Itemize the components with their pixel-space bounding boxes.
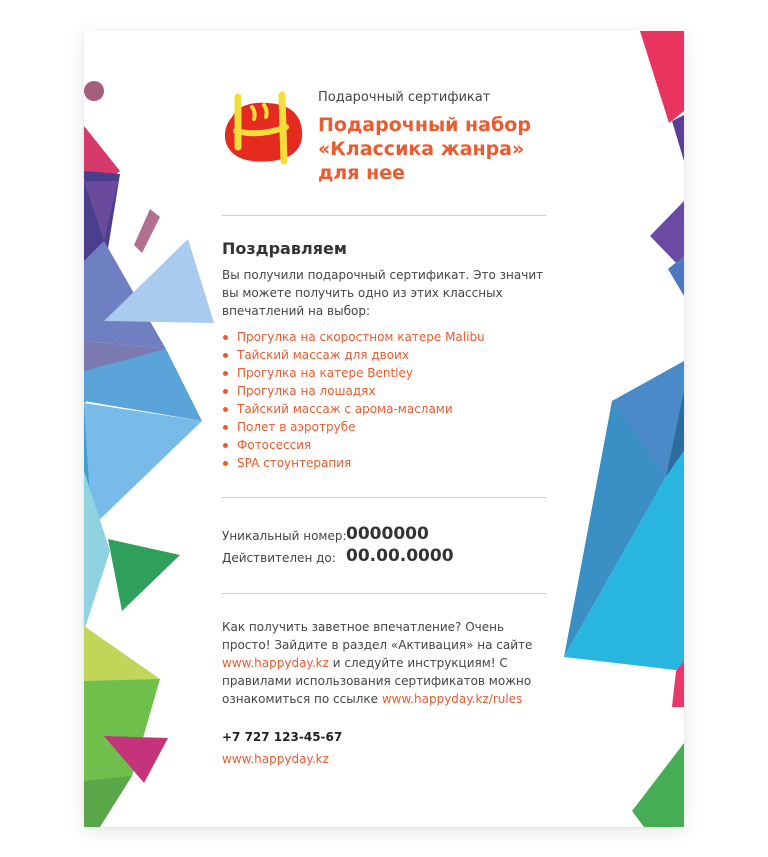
certificate-title: Подарочный набор «Классика жанра» для нее xyxy=(318,114,531,184)
intro-text: Вы получили подарочный сертификат. Это значит вы можете получить одно из этих классных впечатлений на выбор: xyxy=(222,268,544,318)
greeting-heading: Поздравляем xyxy=(222,239,347,258)
divider xyxy=(222,593,546,594)
activation-link[interactable]: www.happyday.kz xyxy=(222,656,329,670)
gift-certificate xyxy=(84,31,684,827)
list-item[interactable]: SPA стоунтерапия xyxy=(222,454,485,472)
valid-until-label: Действителен до: xyxy=(222,551,336,565)
list-item[interactable]: Полет в аэротрубе xyxy=(222,418,485,436)
list-item[interactable]: Прогулка на лошадях xyxy=(222,382,485,400)
experience-list xyxy=(222,328,485,472)
valid-until-row xyxy=(222,546,546,568)
list-item[interactable]: Прогулка на скоростном катере Malibu xyxy=(222,328,485,346)
rules-link[interactable]: www.happyday.kz/rules xyxy=(381,692,523,706)
list-item[interactable]: Тайский массаж для двоих xyxy=(222,346,485,364)
divider xyxy=(222,497,546,498)
unique-number-row xyxy=(222,524,546,546)
activation-instructions xyxy=(222,618,546,708)
happyday-logo-icon xyxy=(222,91,304,165)
instructions-text: и следуйте инструкциям! С правилами использования сертификатов можно ознакомиться по ссылке xyxy=(222,656,532,706)
list-item[interactable]: Фотосессия xyxy=(222,436,485,454)
certificate-subtitle: Подарочный сертификат xyxy=(318,90,491,105)
divider xyxy=(222,215,546,216)
unique-number-label: Уникальный номер: xyxy=(222,529,347,543)
list-item[interactable]: Тайский массаж с арома-маслами xyxy=(222,400,485,418)
valid-until-value: 00.00.0000 xyxy=(346,546,454,566)
list-item[interactable]: Прогулка на катере Bentley xyxy=(222,364,485,382)
phone-number: +7 727 123-45-67 xyxy=(222,730,343,744)
instructions-text: Как получить заветное впечатление? Очень просто! Зайдите в раздел «Активация» на сайте xyxy=(222,620,533,652)
website-link[interactable]: www.happyday.kz xyxy=(222,752,329,766)
unique-number-value: 0000000 xyxy=(346,524,429,544)
